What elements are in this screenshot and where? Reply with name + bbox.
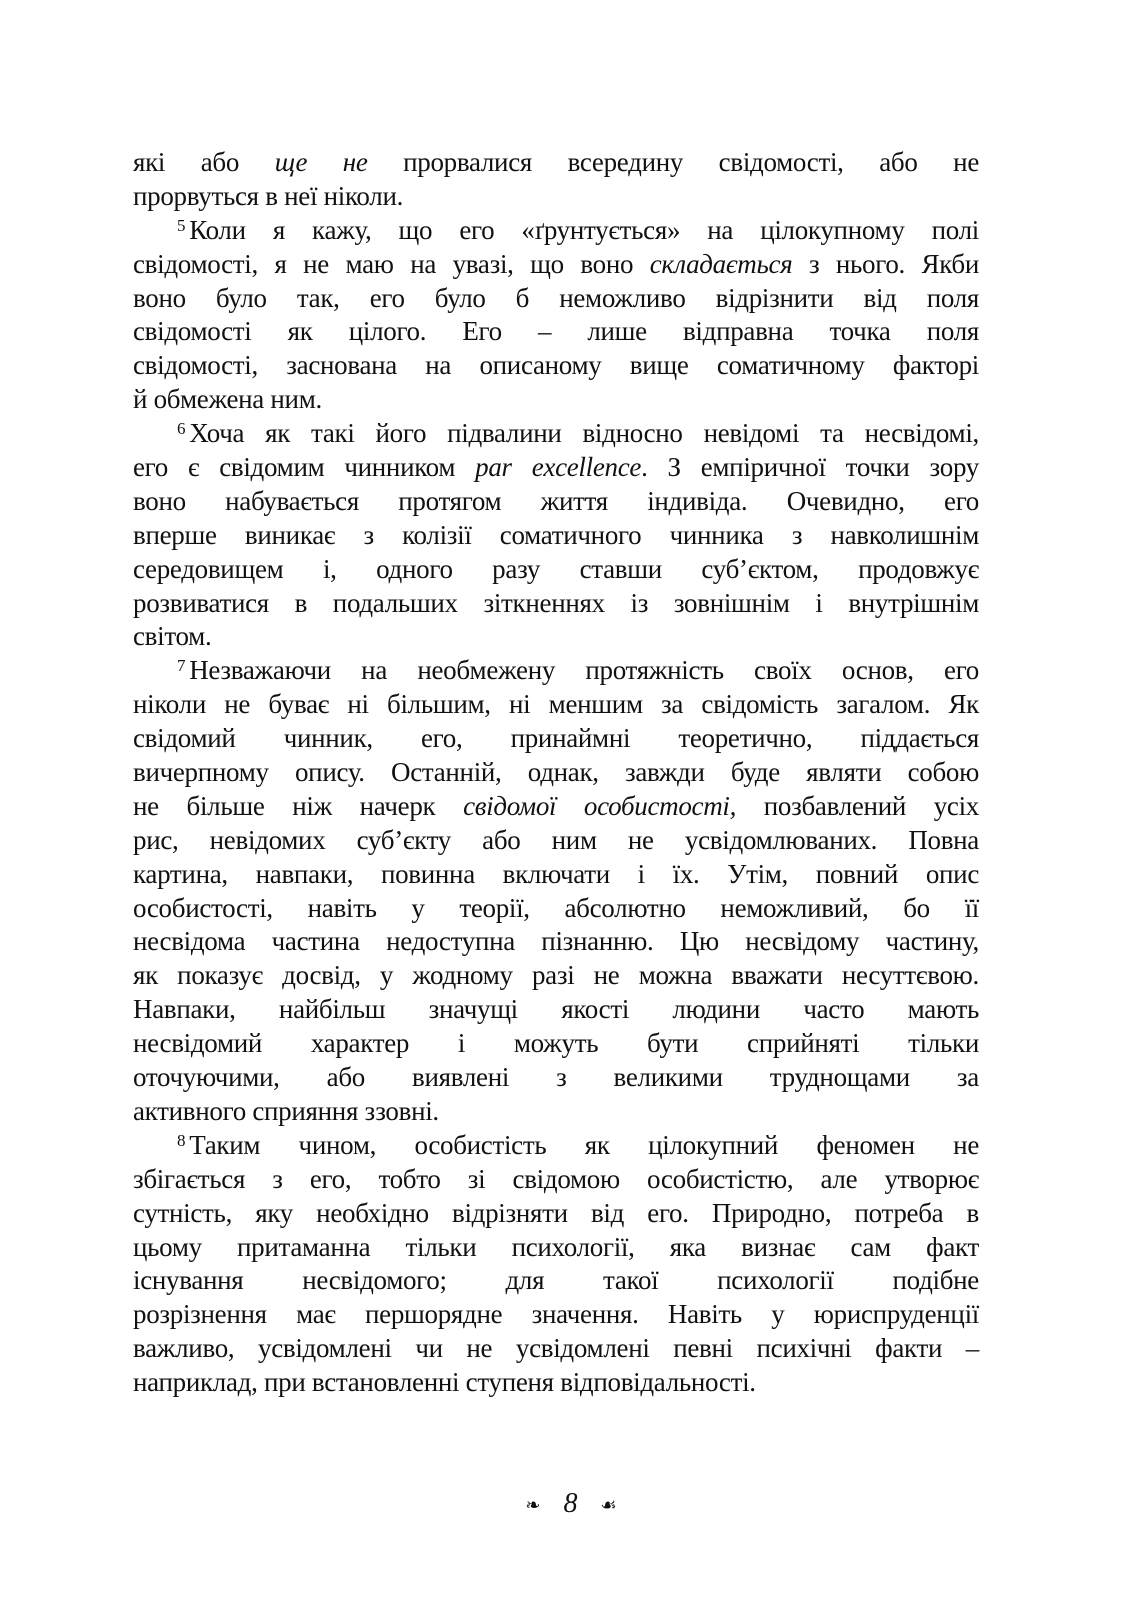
text-segment: особистості, навіть у теорії, абсолютно неможливий, бо її	[133, 892, 979, 923]
text-line	[133, 180, 979, 214]
text-segment: несвідомий характер і можуть бути сприйняті тільки	[133, 1028, 979, 1059]
text-segment: прорвуться в неї ніколи.	[133, 180, 404, 211]
text-segment: воно було так, его було б неможливо відрізнити від поля	[133, 282, 979, 313]
text-segment: Навпаки, найбільш значущі якості людини часто мають	[133, 994, 979, 1025]
text-line	[133, 349, 979, 383]
text-segment: воно набувається протягом життя індивіда. Очевидно, его	[133, 485, 979, 516]
text-line	[133, 925, 979, 959]
text-line	[133, 553, 979, 587]
text-line	[133, 315, 979, 349]
text-line	[133, 214, 979, 248]
text-segment: несвідома частина недоступна пізнанню. Цю несвідому частину,	[133, 926, 979, 957]
text-segment: цьому притаманна тільки психології, яка визнає сам факт	[133, 1231, 979, 1262]
text-segment: з нього. Якби	[792, 248, 979, 279]
text-line	[133, 959, 979, 993]
text-segment: існування несвідомого; для такої психології подібне	[133, 1265, 979, 1296]
paragraph-p7	[133, 654, 979, 1128]
text-line	[133, 1061, 979, 1095]
paragraph-number: 6	[177, 419, 186, 439]
text-segment: не більше ніж начерк	[133, 790, 464, 821]
paragraph-p8	[133, 1129, 979, 1400]
text-line	[133, 587, 979, 621]
text-segment: свідомості як цілого. Его – лише відправна точка поля	[133, 316, 979, 347]
text-line	[133, 1332, 979, 1366]
text-line	[133, 993, 979, 1027]
text-line	[133, 1298, 979, 1332]
text-line	[133, 790, 979, 824]
text-segment: які або	[133, 147, 275, 177]
text-line	[133, 282, 979, 316]
text-segment: світом.	[133, 621, 212, 652]
text-segment: оточуючими, або виявлені з великими труднощами за	[133, 1062, 979, 1093]
text-segment: сутність, яку необхідно відрізняти від его. Природно, потреба в	[133, 1197, 979, 1228]
text-segment: наприклад, при встановленні ступеня відповідальності.	[133, 1367, 756, 1398]
page-footer	[0, 1488, 1142, 1520]
text-segment: Незважаючи на необмежену протяжність своїх основ, его	[189, 655, 979, 686]
italic-text: складається	[649, 248, 793, 279]
text-line	[133, 892, 979, 926]
text-segment: свідомий чинник, его, принаймні теоретично, піддається	[133, 723, 979, 754]
text-line	[133, 1027, 979, 1061]
italic-text: свідомої особистості,	[463, 790, 737, 821]
text-segment: збігається з его, тобто зі свідомою особистістю, але утворює	[133, 1163, 979, 1194]
text-line	[133, 620, 979, 654]
text-line	[133, 688, 979, 722]
text-line	[133, 824, 979, 858]
text-line	[133, 722, 979, 756]
page-number: 8	[563, 1488, 578, 1519]
text-line	[133, 1095, 979, 1129]
paragraph-p5	[133, 214, 979, 417]
text-line	[133, 248, 979, 282]
text-segment: Коли я кажу, що его «ґрунтується» на цілокупному полі	[189, 214, 979, 245]
text-line	[133, 858, 979, 892]
page-body	[133, 146, 979, 1400]
paragraph-p-cont	[133, 146, 979, 214]
text-segment: рис, невідомих суб’єкту або ним не усвідомлюваних. Повна	[133, 824, 979, 855]
text-line	[133, 146, 979, 180]
text-line	[133, 1231, 979, 1265]
text-line	[133, 519, 979, 553]
italic-text: par excellence	[475, 452, 642, 483]
text-segment: активного сприяння ззовні.	[133, 1095, 439, 1126]
text-line	[133, 1264, 979, 1298]
text-line	[133, 383, 979, 417]
paragraph-number: 7	[177, 656, 186, 676]
text-line	[133, 756, 979, 790]
text-segment: середовищем і, одного разу ставши суб’єктом, продовжує	[133, 553, 979, 584]
text-line	[133, 1129, 979, 1163]
text-line	[133, 1366, 979, 1400]
paragraph-number: 8	[177, 1130, 186, 1150]
text-line	[133, 451, 979, 485]
text-line	[133, 417, 979, 451]
text-segment: важливо, усвідомлені чи не усвідомлені певні психічні факти –	[133, 1333, 979, 1364]
text-segment: картина, навпаки, повинна включати і їх. Утім, повний опис	[133, 858, 979, 889]
text-line	[133, 1197, 979, 1231]
right-ornament-icon: ☙	[600, 1495, 617, 1516]
text-segment: свідомості, я не маю на увазі, що воно	[133, 248, 650, 279]
text-segment: его є свідомим чинником	[133, 452, 476, 483]
text-segment: Таким чином, особистість як цілокупний феномен не	[189, 1129, 979, 1160]
text-segment: ніколи не буває ні більшим, ні меншим за свідомість загалом. Як	[133, 689, 979, 720]
text-line	[133, 1163, 979, 1197]
text-segment: вичерпному опису. Останній, однак, завжди буде являти собою	[133, 757, 979, 788]
left-ornament-icon: ❧	[525, 1495, 541, 1516]
text-segment: прорвалися всередину свідомості, або не	[367, 147, 980, 177]
text-segment: як показує досвід, у жодному разі не можна вважати несуттєвою.	[133, 960, 979, 991]
text-segment: позбавлений усіх	[736, 790, 979, 821]
paragraph-p6	[133, 417, 979, 654]
text-segment: . З емпіричної точки зору	[641, 452, 979, 483]
text-segment: Хоча як такі його підвалини відносно невідомі та несвідомі,	[189, 418, 979, 449]
text-line	[133, 654, 979, 688]
paragraph-number: 5	[177, 215, 186, 235]
text-line	[133, 485, 979, 519]
italic-text: ще не	[274, 147, 368, 177]
text-segment: вперше виникає з колізії соматичного чинника з навколишнім	[133, 519, 979, 550]
text-segment: розрізнення має першорядне значення. Навіть у юриспруденції	[133, 1299, 979, 1330]
text-segment: свідомості, заснована на описаному вище соматичному факторі	[133, 350, 979, 381]
text-segment: й обмежена ним.	[133, 384, 322, 415]
text-segment: розвиватися в подальших зіткненнях із зовнішнім і внутрішнім	[133, 587, 979, 618]
